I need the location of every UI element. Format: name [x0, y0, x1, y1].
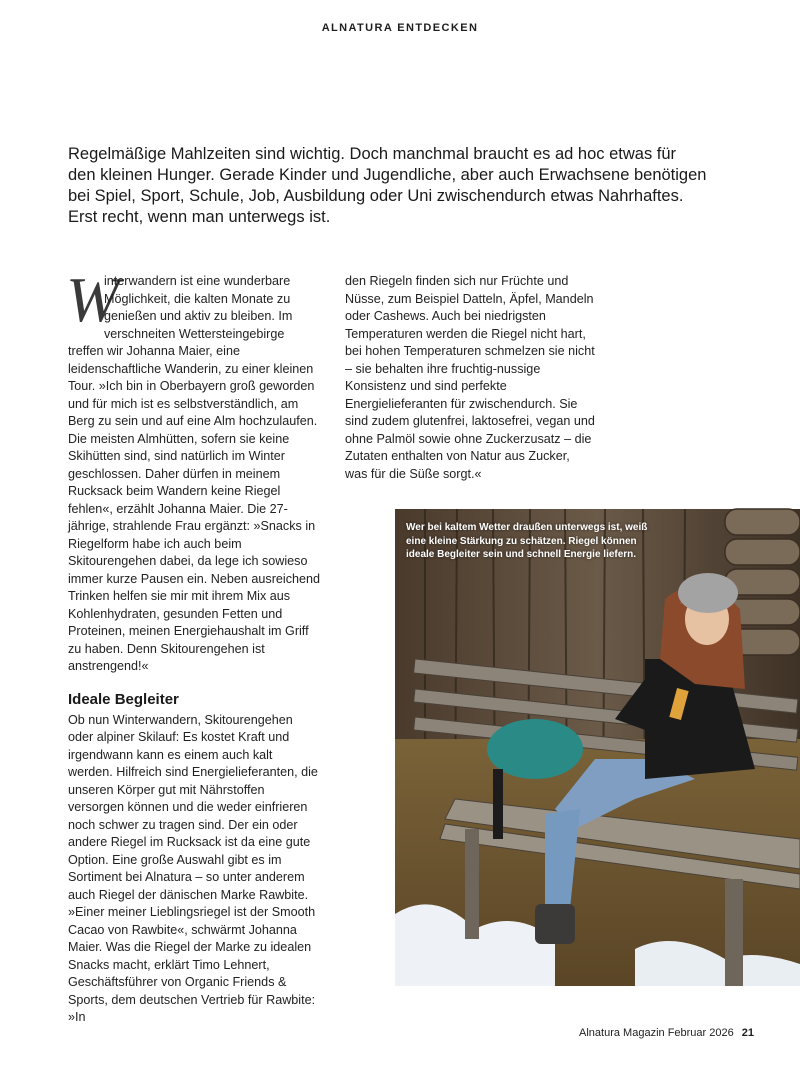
lead-paragraph: Regelmäßige Mahlzeiten sind wichtig. Doch manchmal braucht es ad hoc etwas für den kleinen Hunger. Gerade Kinder und Jugendliche, aber auch Erwachsene benötigen bei Spiel, Sport, Schule, Job, Ausbildung oder Uni zwischendurch etwas Nahrhaftes. Erst recht, wenn man unterwegs ist.: [68, 145, 707, 226]
photo-woman-on-bench: [395, 509, 800, 986]
section-label: ALNATURA ENTDECKEN: [321, 22, 479, 34]
article-column-right: [345, 273, 595, 483]
photo-illustration: [395, 509, 800, 986]
page-footer: [579, 1027, 754, 1039]
article-column-left: [66, 264, 321, 1027]
photo-caption: Wer bei kaltem Wetter draußen unterwegs ist, weiß eine kleine Stärkung zu schätzen. Riegel können ideale Begleiter sein und schnell Energie liefern.: [406, 522, 648, 560]
article-intro: interwandern ist eine wunderbare Möglichkeit, die kalten Monate zu genießen und aktiv zu bleiben. Im verschneiten Wettersteingebirge treffen wir Johanna Maier, eine leidenschaftliche Wanderin, zu einer kleinen Tour. »Ich bin in Oberbayern groß geworden und für mich ist es selbstverständlich, am Berg zu sein und auf eine Alm hochzulaufen. Die meisten Almhütten, sofern sie keine Skihütten sind, sind natürlich im Winter geschlossen. Daher dürfen in meinem Rucksack beim Wandern keine Riegel fehlen«, erzählt Johanna Maier. Die 27-jährige, strahlende Frau ergänzt: »Snacks in Riegelform habe ich auch beim Skitourengehen dabei, da lege ich sowieso immer kurze Pausen ein. Neben ausreichend Trinken helfen sie mir mit ihrem Mix aus Kohlenhydraten, gesunden Fetten und Proteinen, meinen Energiehaushalt im Griff zu haben. Denn Skitourengehen ist anstrengend!«: [68, 274, 321, 673]
drop-cap: [66, 264, 120, 335]
article-body-right: den Riegeln finden sich nur Früchte und Nüsse, zum Beispiel Datteln, Äpfel, Mandeln oder Cashews. Auch bei niedrigsten Temperaturen werden die Riegel nicht hart, bei hohen Temperaturen schmelzen sie nicht – sie behalten ihre fruchtig-nussige Konsistenz und sind perfekte Energielieferanten für zwischendurch. Sie sind zudem glutenfrei, laktosefrei, vegan und ohne Palmöl sowie ohne Zuckerzusatz – die Zutaten enthalten von Natur aus Zucker, was für die Süße sorgt.«: [345, 274, 595, 481]
article-body-left: Ob nun Winterwandern, Skitourengehen oder alpiner Skilauf: Es kostet Kraft und irgendwann kann es einem auch kalt werden. Hilfreich sind Energielieferanten, die unseren Körper gut mit Nährstoffen versorgen können und die weder einfrieren noch schwer zu tragen sind. Der ein oder andere Riegel im Rucksack ist da eine gute Option. Eine große Auswahl gibt es im Sortiment bei Alnatura – so unter anderem auch Riegel der dänischen Marke Rawbite. »Einer meiner Lieblingsriegel ist der Smooth Cacao von Rawbite«, schwärmt Johanna Maier. Was die Riegel der Marke zu idealen Snacks macht, erklärt Timo Lehnert, Geschäftsführer von Organic Friends & Sports, dem deutschen Vertrieb für Rawbite: »In: [68, 712, 318, 1024]
publication-name: Alnatura Magazin Februar 2026: [579, 1027, 734, 1039]
drop-cap-letter: W: [66, 264, 120, 335]
subheading: Ideale Begleiter: [68, 690, 179, 708]
page-number: 21: [741, 1027, 754, 1039]
